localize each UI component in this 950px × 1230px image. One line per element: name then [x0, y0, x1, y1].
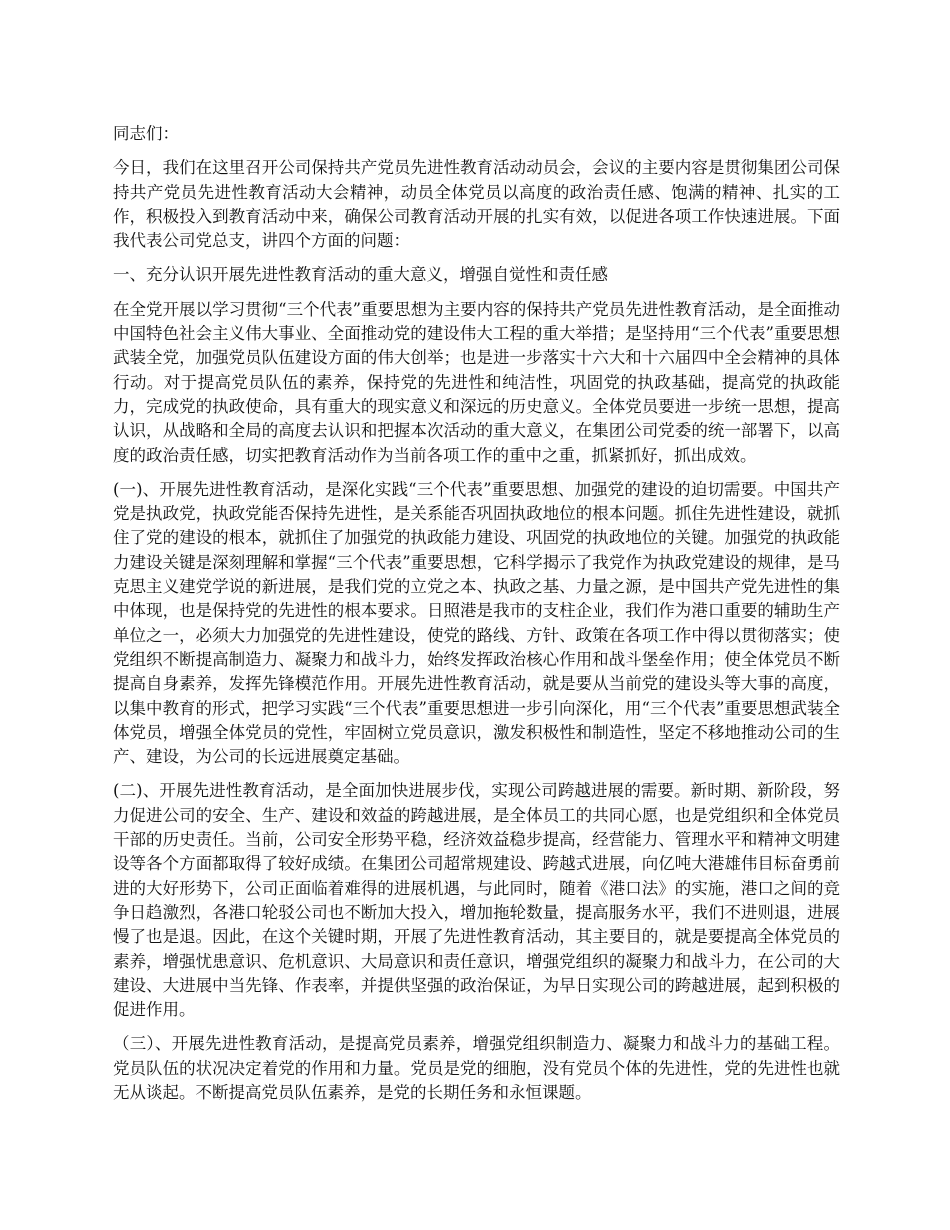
paragraph-significance: 在全党开展以学习贯彻“三个代表”重要思想为主要内容的保持共产党员先进性教育活动，是全面推动中国特色社会主义伟大事业、全面推动党的建设伟大工程的重大举措；是坚持用“三个代表”重要思想武装全党，加强党员队伍建设方面的伟大创举；也是进一步落实十六大和十六届四中全会精神的具体行动。对于提高党员队伍的素养，保持党的先进性和纯洁性，巩固党的执政基础，提高党的执政能力，完成党的执政使命，具有重大的现实意义和深远的历史意义。全体党员要进一步统一思想，提高认识，从战略和全局的高度去认识和把握本次活动的重大意义，在集团公司党委的统一部署下，以高度的政治责任感，切实把教育活动作为当前各项工作的重中之重，抓紧抓好，抓出成效。 [113, 299, 840, 465]
paragraph-point-1: (一)、开展先进性教育活动，是深化实践“三个代表”重要思想、加强党的建设的迫切需要。中国共产党是执政党，执政党能否保持先进性，是关系能否巩固执政地位的根本问题。抓住先进性建设，就抓住了党的建设的根本，就抓住了加强党的执政能力建设、巩固党的执政地位的关键。加强党的执政能力建设关键是深刻理解和掌握“三个代表”重要思想，它科学揭示了我党作为执政党建设的规律，是马克思主义建党学说的新进展，是我们党的立党之本、执政之基、力量之源，是中国共产党先进性的集中体现，也是保持党的先进性的根本要求。日照港是我市的支柱企业，我们作为港口重要的辅助生产单位之一，必须大力加强党的先进性建设，使党的路线、方针、政策在各项工作中得以贯彻落实；使党组织不断提高制造力、凝聚力和战斗力，始终发挥政治核心作用和战斗堡垒作用；使全体党员不断提高自身素养，发挥先锋模范作用。开展先进性教育活动，就是要从当前党的建设头等大事的高度，以集中教育的形式，把学习实践“三个代表”重要思想进一步引向深化，用“三个代表”重要思想武装全体党员，增强全体党员的党性，牢固树立党员意识，激发积极性和制造性，坚定不移地推动公司的生产、建设，为公司的长远进展奠定基础。 [113, 479, 840, 767]
section-heading-1: 一、充分认识开展先进性教育活动的重大意义，增强自觉性和责任感 [113, 265, 608, 285]
document-page [113, 122, 840, 1115]
paragraph-point-3: （三）、开展先进性教育活动，是提高党员素养，增强党组织制造力、凝聚力和战斗力的基础工程。党员队伍的状况决定着党的作用和力量。党员是党的细胞，没有党员个体的先进性，党的先进性也就无从谈起。不断提高党员队伍素养，是党的长期任务和永恒课题。 [113, 1034, 840, 1102]
paragraph-intro: 今日，我们在这里召开公司保持共产党员先进性教育活动动员会，会议的主要内容是贯彻集团公司保持共产党员先进性教育活动大会精神，动员全体党员以高度的政治责任感、饱满的精神、扎实的工作，积极投入到教育活动中来，确保公司教育活动开展的扎实有效，以促进各项工作快速进展。下面我代表公司党总支，讲四个方面的问题： [113, 158, 840, 251]
salutation: 同志们： [113, 124, 179, 143]
paragraph-point-2: (二)、开展先进性教育活动，是全面加快进展步伐，实现公司跨越进展的需要。新时期、新阶段，努力促进公司的安全、生产、建设和效益的跨越进展，是全体员工的共同心愿，也是党组织和全体党员干部的历史责任。当前，公司安全形势平稳，经济效益稳步提高，经营能力、管理水平和精神文明建设等各个方面都取得了较好成绩。在集团公司超常规建设、跨越式进展，向亿吨大港雄伟目标奋勇前进的大好形势下，公司正面临着难得的进展机遇，与此同时，随着《港口法》的实施，港口之间的竞争日趋激烈，各港口轮驳公司也不断加大投入，增加拖轮数量，提高服务水平，我们不进则退，进展慢了也是退。因此，在这个关键时期，开展了先进性教育活动，其主要目的，就是要提高全体党员的素养，增强忧患意识、危机意识、大局意识和责任意识，增强党组织的凝聚力和战斗力，在公司的大建设、大进展中当先锋、作表率，并提供坚强的政治保证，为早日实现公司的跨越进展，起到积极的促进作用。 [113, 781, 840, 1020]
